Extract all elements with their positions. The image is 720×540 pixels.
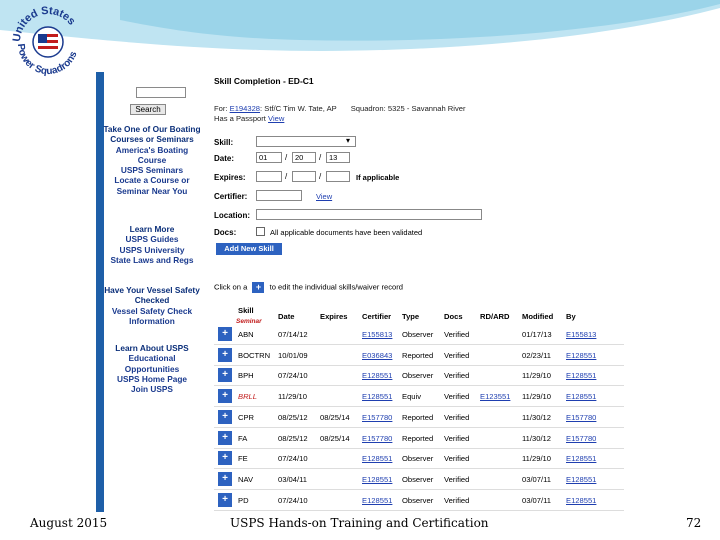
add-new-skill-button[interactable]: Add New Skill [216, 243, 282, 255]
date-separator: / [285, 172, 288, 181]
click-prefix: Click on a [214, 282, 248, 292]
sidebar-heading-vessel[interactable]: Have Your Vessel Safety Checked [104, 285, 200, 306]
cell-docs: Verified [444, 495, 470, 505]
cell-certifier[interactable]: E128551 [362, 454, 393, 464]
sidebar-heading-about[interactable]: Learn About USPS [115, 343, 189, 353]
cell-date: 07/24/10 [278, 454, 308, 464]
footer-date: August 2015 [30, 516, 108, 530]
member-id-link[interactable]: E194328 [229, 104, 261, 113]
cell-by[interactable]: E128551 [566, 350, 597, 360]
cell-skill: FA [238, 433, 248, 443]
sidebar-about-block [102, 343, 202, 394]
passport-view-link[interactable]: View [268, 114, 285, 123]
expires-label: Expires: [214, 173, 246, 182]
member-name: : Stf/C Tim W. Tate, AP [260, 104, 337, 113]
cell-modified: 11/29/10 [522, 392, 551, 402]
row-divider [214, 468, 624, 469]
cell-type: Equiv [402, 392, 421, 402]
cell-modified: 11/30/12 [522, 433, 551, 443]
docs-note: All applicable documents have been validated [270, 228, 423, 237]
cell-by[interactable]: E157780 [566, 433, 597, 443]
page-number: 72 [686, 516, 702, 530]
cell-skill: BOCTRN [238, 350, 271, 360]
row-divider [214, 365, 624, 366]
row-divider [214, 406, 624, 407]
screenshot-frame [96, 72, 624, 512]
sidebar-link-university[interactable]: USPS University [119, 244, 185, 255]
col-header-by: By [566, 312, 576, 321]
expand-row-button[interactable]: + [218, 493, 232, 507]
col-header-seminar: Seminar [236, 318, 262, 325]
cell-modified: 03/07/11 [522, 495, 551, 505]
cell-skill: ABN [238, 330, 254, 339]
usps-logo [8, 2, 88, 82]
cell-skill: FE [238, 454, 248, 464]
cell-date: 07/24/10 [278, 371, 308, 381]
svg-text:United States: United States [10, 4, 78, 43]
cell-type: Reported [402, 433, 434, 443]
chevron-down-icon: ▾ [346, 136, 351, 145]
passport-line [214, 114, 284, 123]
cell-by[interactable]: E155813 [566, 330, 597, 339]
location-field[interactable] [256, 209, 482, 220]
expires-hint: If applicable [356, 173, 400, 182]
expires-month-field[interactable] [256, 171, 282, 182]
date-year-field[interactable]: 13 [326, 152, 350, 163]
docs-label: Docs: [214, 228, 237, 237]
cell-skill: PD [238, 495, 249, 505]
date-label: Date: [214, 154, 235, 163]
date-month-field[interactable]: 01 [256, 152, 282, 163]
cell-date: 11/29/10 [278, 392, 307, 402]
for-label: For: [214, 104, 230, 113]
cell-type: Reported [402, 350, 434, 360]
row-divider [214, 510, 624, 511]
cell-docs: Verified [444, 433, 470, 443]
expand-row-button[interactable]: + [218, 368, 232, 382]
cell-type: Observer [402, 371, 434, 381]
footer-title: USPS Hands-on Training and Certification [230, 516, 489, 530]
sidebar-link-education[interactable]: Educational Opportunities [124, 353, 180, 374]
sidebar-link-guides[interactable]: USPS Guides [125, 234, 179, 245]
row-divider [214, 427, 624, 428]
sidebar-learn-block [102, 224, 202, 265]
sidebar-heading-learn[interactable]: Learn More [129, 224, 175, 234]
cell-date: 08/25/12 [278, 433, 308, 443]
cell-type: Observer [402, 495, 434, 505]
skill-label: Skill: [214, 138, 234, 147]
sidebar-link-abc[interactable]: America's Boating Course [115, 144, 189, 165]
cell-certifier[interactable]: E157780 [362, 433, 393, 443]
sidebar-link-laws[interactable]: State Laws and Regs [110, 254, 194, 265]
cell-docs: Verified [444, 330, 470, 339]
col-header-modified: Modified [522, 312, 554, 321]
expires-year-field[interactable] [326, 171, 350, 182]
cell-expires: 08/25/14 [320, 412, 350, 422]
cell-certifier[interactable]: E128551 [362, 371, 393, 381]
cell-expires: 08/25/14 [320, 433, 350, 443]
table-row [214, 430, 624, 446]
table-row [214, 450, 624, 466]
col-header-certifier: Certifier [362, 312, 392, 321]
cell-date: 08/25/12 [278, 412, 308, 422]
cell-modified: 01/17/13 [522, 330, 552, 339]
cell-docs: Verified [444, 474, 470, 484]
col-header-type: Type [402, 312, 420, 321]
table-row [214, 347, 624, 363]
svg-text:Power Squadrons: Power Squadrons [14, 43, 80, 78]
date-separator: / [319, 153, 322, 162]
row-divider [214, 344, 624, 345]
sidebar [96, 72, 204, 512]
certifier-field[interactable] [256, 190, 302, 201]
date-separator: / [285, 153, 288, 162]
cell-skill: BPH [238, 371, 254, 381]
date-separator: / [319, 172, 322, 181]
sidebar-link-seminars[interactable]: USPS Seminars [120, 165, 184, 176]
cell-docs: Verified [444, 392, 470, 402]
cell-modified: 03/07/11 [522, 474, 551, 484]
passport-text: Has a Passport [214, 114, 269, 123]
expires-day-field[interactable] [292, 171, 316, 182]
cell-by[interactable]: E128551 [566, 495, 597, 505]
table-row [214, 326, 624, 342]
expand-row-button[interactable]: + [218, 451, 232, 465]
cell-certifier[interactable]: E128551 [362, 474, 393, 484]
sidebar-link-locate[interactable]: Locate a Course or Seminar Near You [114, 175, 190, 196]
table-row [214, 471, 624, 487]
cell-docs: Verified [444, 350, 470, 360]
cell-date: 03/04/11 [278, 474, 307, 484]
skill-select[interactable] [256, 136, 356, 147]
cell-by[interactable]: E128551 [566, 454, 597, 464]
row-divider [214, 489, 624, 490]
cell-docs: Verified [444, 454, 470, 464]
search-button[interactable]: Search [130, 104, 166, 115]
cell-certifier[interactable]: E128551 [362, 495, 393, 505]
location-label: Location: [214, 211, 250, 220]
sidebar-courses-block [102, 124, 202, 196]
cell-certifier[interactable]: E036843 [362, 350, 393, 360]
cell-skill: NAV [238, 474, 254, 484]
cell-date: 07/24/10 [278, 495, 308, 505]
sidebar-link-vsc[interactable]: Vessel Safety Check Information [111, 305, 193, 326]
cell-type: Observer [402, 474, 434, 484]
sidebar-heading-courses[interactable]: Take One of Our Boating Courses or Seminars [103, 124, 201, 145]
row-divider [214, 448, 624, 449]
cell-by[interactable]: E128551 [566, 474, 597, 484]
col-header-docs: Docs [444, 312, 463, 321]
table-row [214, 409, 624, 425]
cell-date: 10/01/09 [278, 350, 308, 360]
cell-modified: 02/23/11 [522, 350, 551, 360]
sidebar-vessel-block [102, 285, 202, 326]
search-input[interactable] [136, 87, 186, 98]
slide-header-wave [0, 0, 720, 70]
cell-by[interactable]: E157780 [566, 412, 597, 422]
cell-modified: 11/29/10 [522, 371, 551, 381]
cell-date: 07/14/12 [278, 330, 308, 339]
cell-docs: Verified [444, 371, 470, 381]
col-header-rdard: RD/ARD [480, 312, 510, 321]
cell-by[interactable]: E128551 [566, 392, 597, 402]
date-day-field[interactable]: 20 [292, 152, 316, 163]
main-content [204, 72, 624, 512]
table-row [214, 388, 624, 404]
cell-type: Observer [402, 330, 434, 339]
click-suffix: to edit the individual skills/waiver record [269, 282, 403, 292]
cell-type: Observer [402, 454, 434, 464]
table-row [214, 367, 624, 383]
row-divider [214, 385, 624, 386]
cell-skill: BRLL [238, 392, 257, 402]
cell-certifier[interactable]: E155813 [362, 330, 393, 339]
expand-row-button[interactable]: + [218, 348, 232, 362]
cell-docs: Verified [444, 412, 470, 422]
col-header-skill: Skill [238, 306, 254, 315]
sidebar-link-home[interactable]: USPS Home Page [116, 373, 188, 384]
col-header-date: Date [278, 312, 295, 321]
expand-row-button[interactable]: + [218, 431, 232, 445]
certifier-label: Certifier: [214, 192, 248, 201]
table-row [214, 492, 624, 508]
edit-instructions [214, 282, 403, 293]
cell-by[interactable]: E128551 [566, 371, 597, 381]
cell-rd[interactable]: E123551 [480, 392, 511, 402]
cell-certifier[interactable]: E128551 [362, 392, 393, 402]
cell-certifier[interactable]: E157780 [362, 412, 393, 422]
sidebar-link-join[interactable]: Join USPS [131, 384, 173, 395]
expand-row-button[interactable]: + [218, 410, 232, 424]
plus-icon: + [252, 282, 264, 293]
col-header-expires: Expires [320, 312, 348, 321]
cell-modified: 11/29/10 [522, 454, 551, 464]
expand-row-button[interactable]: + [218, 472, 232, 486]
cell-type: Reported [402, 412, 434, 422]
member-line [214, 104, 466, 113]
expand-row-button[interactable]: + [218, 389, 232, 403]
expand-row-button[interactable]: + [218, 327, 232, 341]
docs-checkbox[interactable] [256, 227, 265, 236]
cell-skill: CPR [238, 412, 255, 422]
page-title: Skill Completion - ED-C1 [214, 76, 314, 86]
squadron-text: Squadron: 5325 - Savannah River [350, 104, 466, 113]
certifier-view-link[interactable]: View [316, 192, 333, 201]
cell-modified: 11/30/12 [522, 412, 551, 422]
